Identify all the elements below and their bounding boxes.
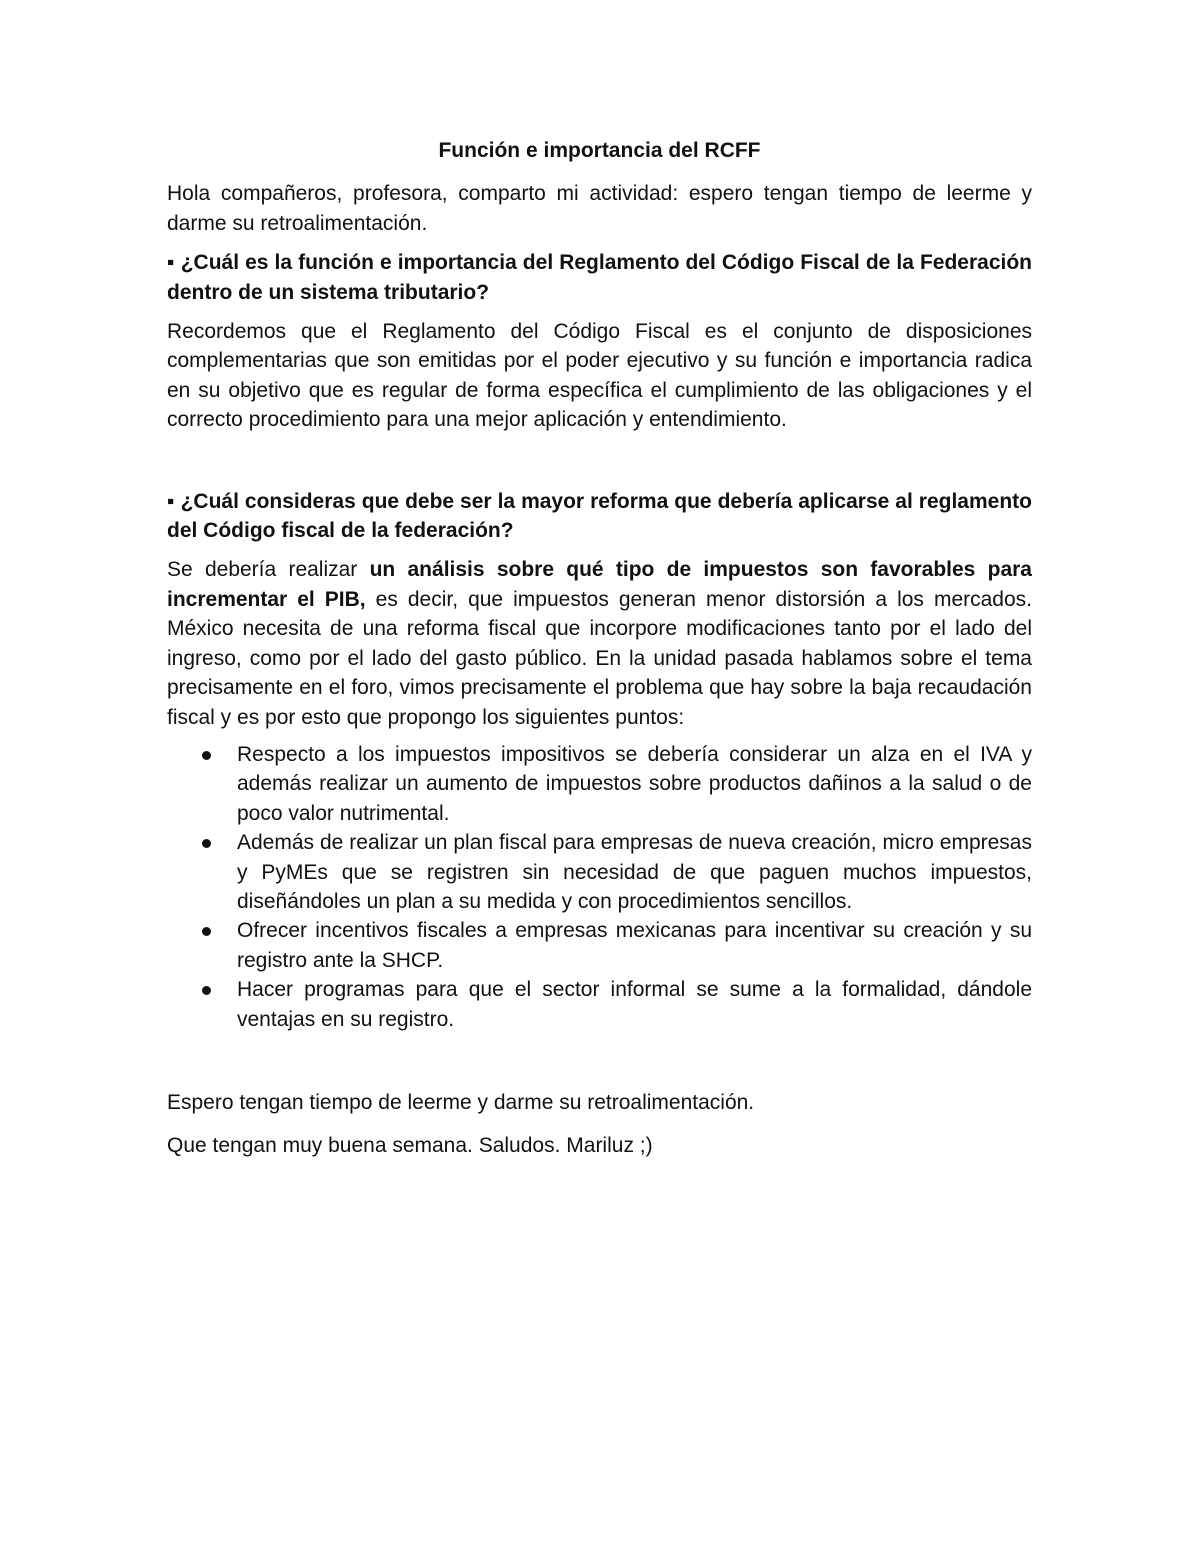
bullet-icon xyxy=(202,751,211,760)
question-1: ▪ ¿Cuál es la función e importancia del Reglamento del Código Fiscal de la Federación dentro de un sistema tributario? xyxy=(167,251,1032,304)
list-item-text: Ofrecer incentivos fiscales a empresas mexicanas para incentivar su creación y su registro ante la SHCP. xyxy=(237,919,1032,972)
answer-2-paragraph xyxy=(167,555,1032,731)
bullet-icon xyxy=(202,927,211,936)
closing-line-2: Que tengan muy buena semana. Saludos. Mariluz ;) xyxy=(167,1134,653,1158)
list-item xyxy=(167,740,1032,828)
document-title: Función e importancia del RCFF xyxy=(438,139,761,162)
list-item xyxy=(167,916,1032,975)
list-item-text: Hacer programas para que el sector informal se sume a la formalidad, dándole ventajas en su registro. xyxy=(237,978,1032,1031)
proposals-list xyxy=(167,740,1032,1034)
list-item-text: Además de realizar un plan fiscal para empresas de nueva creación, micro empresas y PyMEs que se registren sin necesidad de que paguen muchos impuestos, diseñándoles un plan a su medida y con procedimientos sencillos. xyxy=(237,831,1032,913)
answer-1-paragraph: Recordemos que el Reglamento del Código Fiscal es el conjunto de disposiciones complementarias que son emitidas por el poder ejecutivo y su función e importancia radica en su objetivo que es regular de forma específica el cumplimiento de las obligaciones y el correcto procedimiento para una mejor aplicación y entendimiento. xyxy=(167,320,1032,432)
closing-line-1: Espero tengan tiempo de leerme y darme su retroalimentación. xyxy=(167,1090,755,1114)
answer-2-rest: es decir, que impuestos generan menor distorsión a los mercados. México necesita de una reforma fiscal que incorpore modificaciones tanto por el lado del ingreso, como por el lado del gasto público. En la unidad pasada hablamos sobre el tema precisamente en el foro, vimos precisamente el problema que hay sobre la baja recaudación fiscal y es por esto que propongo los siguientes puntos: xyxy=(167,587,1032,729)
answer-2-bold: un análisis sobre qué tipo de impuestos son favorables para incrementar el PIB, xyxy=(167,558,1032,611)
list-item xyxy=(167,975,1032,1034)
intro-paragraph: Hola compañeros, profesora, comparto mi actividad: espero tengan tiempo de leerme y darme su retroalimentación. xyxy=(167,182,1032,235)
bullet-icon xyxy=(202,839,211,848)
document-page xyxy=(167,136,1032,1175)
bullet-icon xyxy=(202,986,211,995)
list-item xyxy=(167,828,1032,916)
list-item-text: Respecto a los impuestos impositivos se debería considerar un alza en el IVA y además realizar un aumento de impuestos sobre productos dañinos a la salud o de poco valor nutrimental. xyxy=(237,742,1032,825)
answer-2-lead: Se debería realizar xyxy=(167,558,370,582)
question-2: ▪ ¿Cuál consideras que debe ser la mayor reforma que debería aplicarse al reglamento del Código fiscal de la federación? xyxy=(167,489,1032,543)
